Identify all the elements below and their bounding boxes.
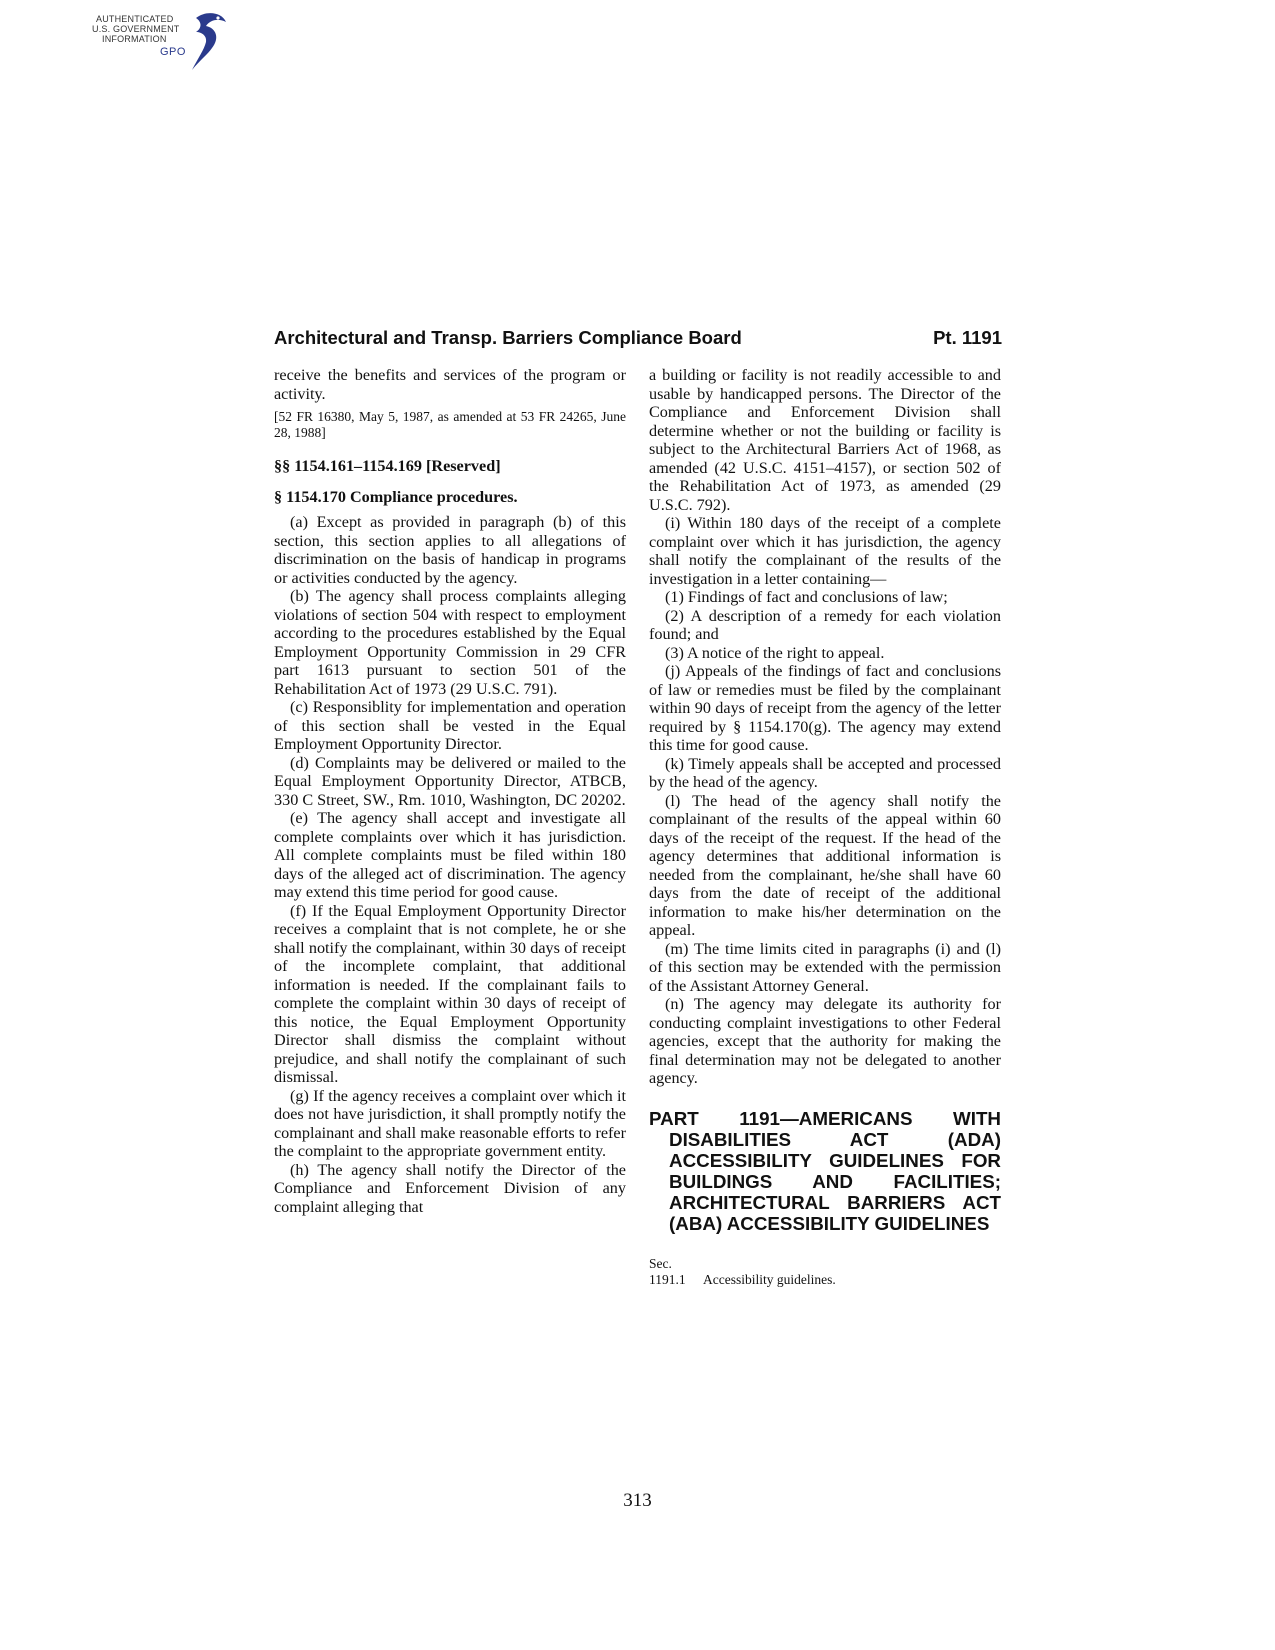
paragraph-g: (g) If the agency receives a complaint over which it does not have jurisdiction, it shall promptly notify the complainant and shall make reasonable efforts to refer the complaint to the appropriate government entity.: [274, 1086, 626, 1160]
paragraph-k: (k) Timely appeals shall be accepted and processed by the head of the agency.: [649, 754, 1001, 791]
toc-item: [649, 1272, 1001, 1288]
paragraph-h: (h) The agency shall notify the Director of the Compliance and Enforcement Division of any complaint alleging that: [274, 1160, 626, 1216]
page-number: 313: [623, 1490, 652, 1511]
paragraph-h-continued: a building or facility is not readily accessible to and usable by handicapped persons. The Director of the Compliance and Enforcement Division shall determine whether or not the building or facility is subject to the Architectural Barriers Act of 1968, as amended (42 U.S.C. 4151–4157), or section 502 of the Rehabilitation Act of 1973, as amended (29 U.S.C. 792).: [649, 366, 1001, 514]
paragraph-i-3: (3) A notice of the right to appeal.: [665, 643, 885, 662]
section-heading-1154-170: § 1154.170 Compliance procedures.: [274, 488, 518, 506]
part-1191-heading: PART 1191—AMERICANS WITH DISABILITIES ACT (ADA) ACCESSIBILITY GUIDELINES FOR BUILDINGS AND FACILITIES; ARCHITECTURAL BARRIERS ACT (ABA) ACCESSIBILITY GUIDELINES: [649, 1107, 1001, 1234]
toc-item-title: Accessibility guidelines.: [703, 1271, 836, 1287]
table-of-contents: [649, 1256, 1001, 1288]
paragraph-l: (l) The head of the agency shall notify the complainant of the results of the appeal within 60 days of the receipt of the request. If the head of the agency determines that additional information is needed from the complainant, he/she shall have 60 days from the date of receipt of the additional information to make his/her determination on the appeal.: [649, 791, 1001, 939]
logo-line-authenticated: AUTHENTICATED: [96, 14, 174, 24]
paragraph-c: (c) Responsiblity for implementation and operation of this section shall be vested in the Equal Employment Opportunity Director.: [274, 698, 626, 753]
paragraph-n: (n) The agency may delegate its authority for conducting complaint investigations to other Federal agencies, except that the authority for making the final determination may not be delegated to another agency.: [649, 995, 1001, 1087]
paragraph-f: (f) If the Equal Employment Opportunity Director receives a complaint that is not complete, he or she shall notify the complainant, within 30 days of receipt of the incomplete complaint, that additional information is needed. If the complainant fails to complete the complaint within 30 days of receipt of this notice, the Equal Employment Opportunity Director shall dismiss the complaint without prejudice, and shall notify the complainant of such dismissal.: [274, 901, 626, 1086]
paragraph-m: (m) The time limits cited in paragraphs (i) and (l) of this section may be extended with the permission of the Assistant Attorney General.: [649, 939, 1001, 995]
logo-line-information: INFORMATION: [102, 34, 167, 44]
logo-line-government: U.S. GOVERNMENT: [92, 24, 180, 34]
logo-gpo-mark: GPO: [160, 46, 186, 58]
paragraph-b: (b) The agency shall process complaints alleging violations of section 504 with respect to employment according to the procedures established by the Equal Employment Opportunity Commission in 29 CFR part 1613 pursuant to section 501 of the Rehabilitation Act of 1973 (29 U.S.C. 791).: [274, 587, 626, 698]
toc-label: Sec.: [649, 1255, 672, 1271]
paragraph-i-2: (2) A description of a remedy for each violation found; and: [649, 606, 1001, 643]
running-head-part: Pt. 1191: [933, 327, 1002, 348]
eagle-icon: [188, 8, 230, 74]
running-head: [274, 327, 1002, 351]
paragraph-intro: receive the benefits and services of the program or activity.: [274, 366, 626, 403]
paragraph-j: (j) Appeals of the findings of fact and conclusions of law or remedies must be filed by the complainant within 90 days of receipt from the agency of the letter required by § 1154.170(g). The agency may extend this time for good cause.: [649, 662, 1001, 754]
right-column: [649, 366, 1001, 1288]
paragraph-e: (e) The agency shall accept and investigate all complete complaints over which it has jurisdiction. All complete complaints must be filed within 180 days of the alleged act of discrimination. The agency may extend this time period for good cause.: [274, 809, 626, 901]
paragraph-a: (a) Except as provided in paragraph (b) of this section, this section applies to all allegations of discrimination on the basis of handicap in programs or activities conducted by the agency.: [274, 513, 626, 587]
source-citation: [52 FR 16380, May 5, 1987, as amended at 53 FR 24265, June 28, 1988]: [274, 409, 626, 440]
reserved-section-heading: §§ 1154.161–1154.169 [Reserved]: [274, 457, 501, 475]
paragraph-d: (d) Complaints may be delivered or mailed to the Equal Employment Opportunity Director, ATBCB, 330 C Street, SW., Rm. 1010, Washington, DC 20202.: [274, 753, 626, 809]
gpo-authentication-logo: [92, 8, 230, 74]
paragraph-i: (i) Within 180 days of the receipt of a complete complaint over which it has jurisdiction, the agency shall notify the complainant of the results of the investigation in a letter containing—: [649, 514, 1001, 588]
running-head-agency: Architectural and Transp. Barriers Compliance Board: [274, 327, 742, 348]
paragraph-i-1: (1) Findings of fact and conclusions of law;: [665, 588, 948, 606]
toc-item-number: 1191.1: [649, 1271, 686, 1287]
left-column: [274, 366, 626, 1216]
